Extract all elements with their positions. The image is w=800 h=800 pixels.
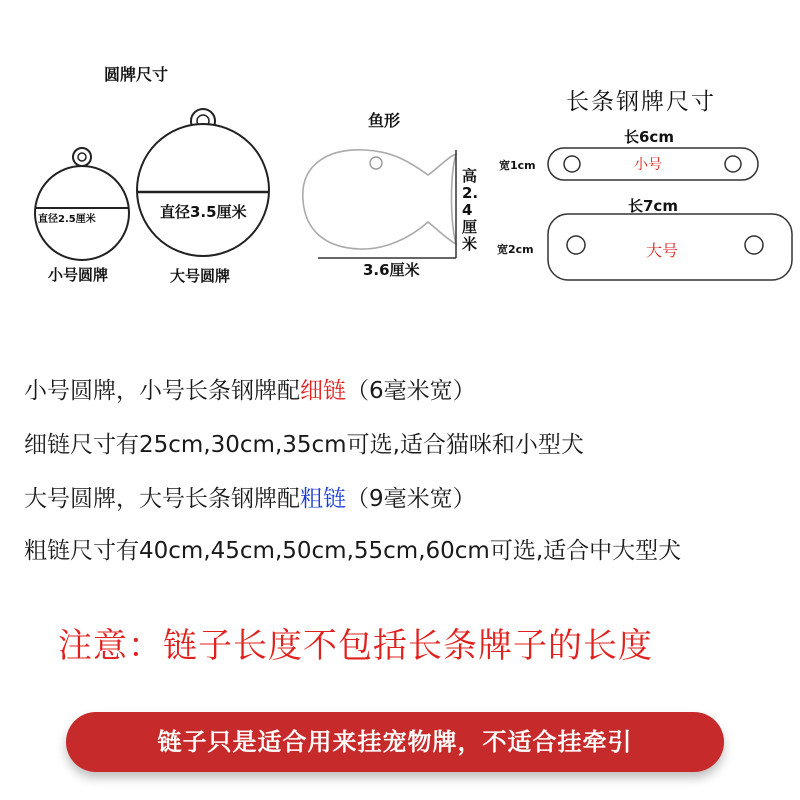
- thin-chain-highlight: 细链: [300, 378, 346, 404]
- description-line-3: [24, 480, 476, 513]
- fish-tag-title: 鱼形: [368, 111, 401, 130]
- line1-suffix: （6毫米宽）: [346, 378, 476, 404]
- large-bar-name: 大号: [646, 241, 679, 260]
- fish-tag-shape: [303, 150, 456, 258]
- large-bar-width-label: 宽2cm: [497, 243, 534, 256]
- footer-notice-text: 链子只是适合用来挂宠物牌，不适合挂牵引: [157, 728, 633, 756]
- large-round-name: 大号圆牌: [170, 267, 231, 285]
- line1-prefix: 小号圆牌，小号长条钢牌配: [24, 378, 300, 404]
- line3-prefix: 大号圆牌，大号长条钢牌配: [24, 486, 300, 512]
- fish-height-label: 高2.4厘米: [462, 167, 479, 253]
- small-bar-length-label: 长6cm: [624, 128, 674, 146]
- small-round-tag-shape: [35, 148, 129, 260]
- small-round-name: 小号圆牌: [48, 266, 109, 284]
- small-bar-name: 小号: [634, 157, 662, 173]
- thick-chain-highlight: 粗链: [300, 486, 346, 512]
- description-line-4: 粗链尺寸有40cm,45cm,50cm,55cm,60cm可选,适合中大型犬: [24, 538, 682, 564]
- round-tags-title: 圆牌尺寸: [104, 65, 169, 84]
- fish-width-label: 3.6厘米: [363, 261, 420, 279]
- large-round-diameter-label: 直径3.5厘米: [160, 203, 247, 221]
- size-diagram: [0, 0, 800, 300]
- small-bar-width-label: 宽1cm: [499, 159, 536, 172]
- line3-suffix: （9毫米宽）: [346, 486, 476, 512]
- warning-text: 注意：链子长度不包括长条牌子的长度: [58, 626, 653, 666]
- small-round-diameter-label: 直径2.5厘米: [38, 214, 96, 225]
- footer-notice-banner: [66, 712, 724, 772]
- large-round-tag-shape: [137, 109, 269, 256]
- description-line-1: [24, 372, 476, 405]
- bar-tags-title: 长条钢牌尺寸: [566, 89, 716, 115]
- description-line-2: 细链尺寸有25cm,30cm,35cm可选,适合猫咪和小型犬: [24, 432, 584, 458]
- large-bar-length-label: 长7cm: [628, 197, 678, 215]
